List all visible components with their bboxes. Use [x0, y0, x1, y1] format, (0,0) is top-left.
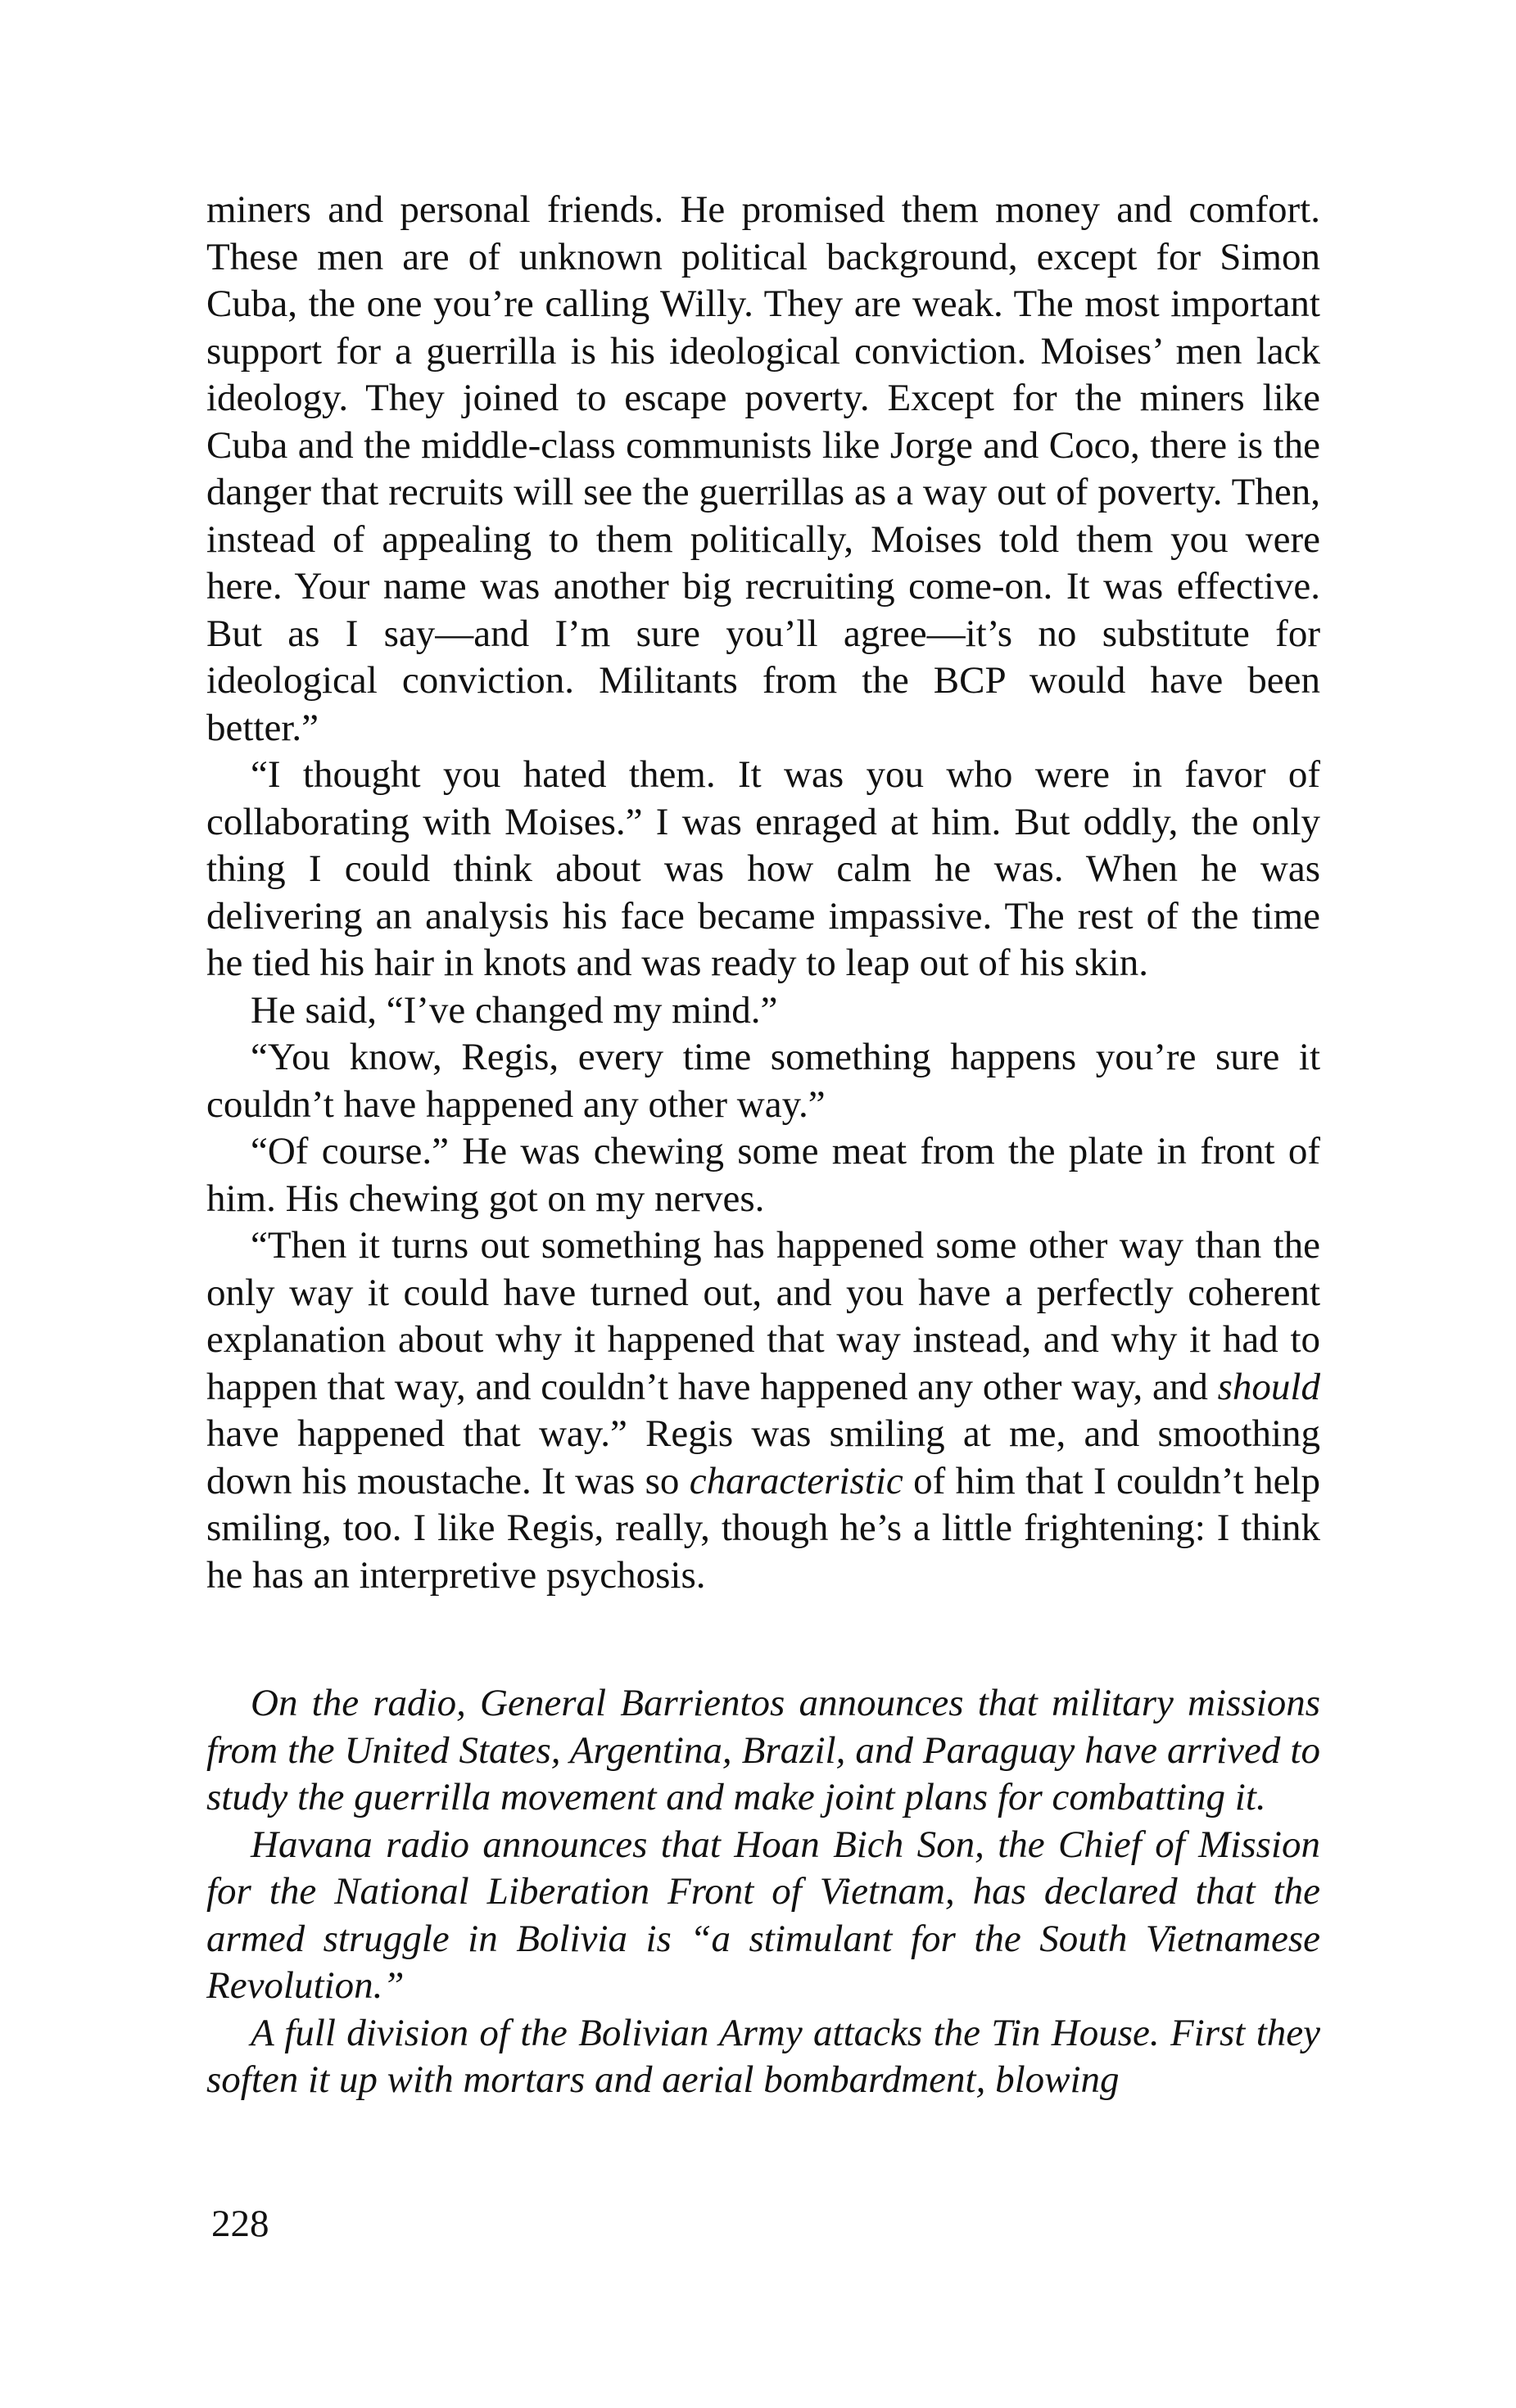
paragraph-then-it-turns-out [206, 1222, 1320, 1599]
paragraph-thought-you-hated: “I thought you hated them. It was you who were in favor of collaborating with Moises.” I was enraged at him. But oddly, the only thing I could think about was how calm he was. When he was delivering an analysis his face became impassive. The rest of the time he tied his hair in knots and was ready to leap out of his skin. [206, 753, 1320, 984]
paragraph-tin-house-attack: A full division of the Bolivian Army attacks the Tin House. First they soften it up with mortars and aerial bombardment, blowing [206, 2011, 1320, 2101]
paragraph-you-know-regis: “You know, Regis, every time something happens you’re sure it couldn’t have happened any other way.” [206, 1036, 1320, 1126]
page-number: 228 [211, 2202, 269, 2245]
paragraph-barrientos-radio: On the radio, General Barrientos announces that military missions from the United States, Argentina, Brazil, and Paraguay have arrived to study the guerrilla movement and make joint plans for combatting it. [206, 1682, 1320, 1818]
paragraph-of-course: “Of course.” He was chewing some meat from the plate in front of him. His chewing got on my nerves. [206, 1130, 1320, 1220]
paragraph-miners: miners and personal friends. He promised them money and comfort. These men are of unknown political background, except for Simon Cuba, the one you’re calling Willy. They are weak. The most important support for a guerrilla is his ideological conviction. Moises’ men lack ideology. They joined to escape poverty. Except for the miners like Cuba and the middle-class communists like Jorge and Coco, there is the danger that recruits will see the guerrillas as a way out of poverty. Then, instead of appealing to them politically, Moises told them you were here. Your name was another big recruiting come-on. It was effective. But as I say—and I’m sure you’ll agree—it’s no substitute for ideological conviction. Militants from the BCP would have been better.” [206, 188, 1320, 749]
regis-emphasis-should: should [1217, 1365, 1320, 1408]
paragraph-havana-radio: Havana radio announces that Hoan Bich Son, the Chief of Mission for the National Liberation Front of Vietnam, has declared that the armed struggle in Bolivia is “a stimulant for the South Vietnamese Revolution.” [206, 1823, 1320, 2007]
main-text [206, 187, 1320, 1599]
regis-text-1: “Then it turns out something has happened some other way than the only way it could have turned out, and you have a perfectly coherent explanation about why it happened that way instead, and why it had to happen that way, and couldn’t have happened any other way, and [206, 1224, 1320, 1408]
regis-emphasis-characteristic: characteristic [689, 1459, 903, 1502]
italic-news-section [206, 1680, 1320, 2104]
regis-text-3: of him that I couldn’t help smiling, too. I like Regis, really, though he’s a little frightening: I think he has an interpretive psychosis. [206, 1459, 1320, 1597]
regis-text-2: have happened that way.” Regis was smiling at me, and smoothing down his moustache. It was so [206, 1412, 1320, 1502]
paragraph-changed-mind: He said, “I’ve changed my mind.” [251, 988, 778, 1032]
